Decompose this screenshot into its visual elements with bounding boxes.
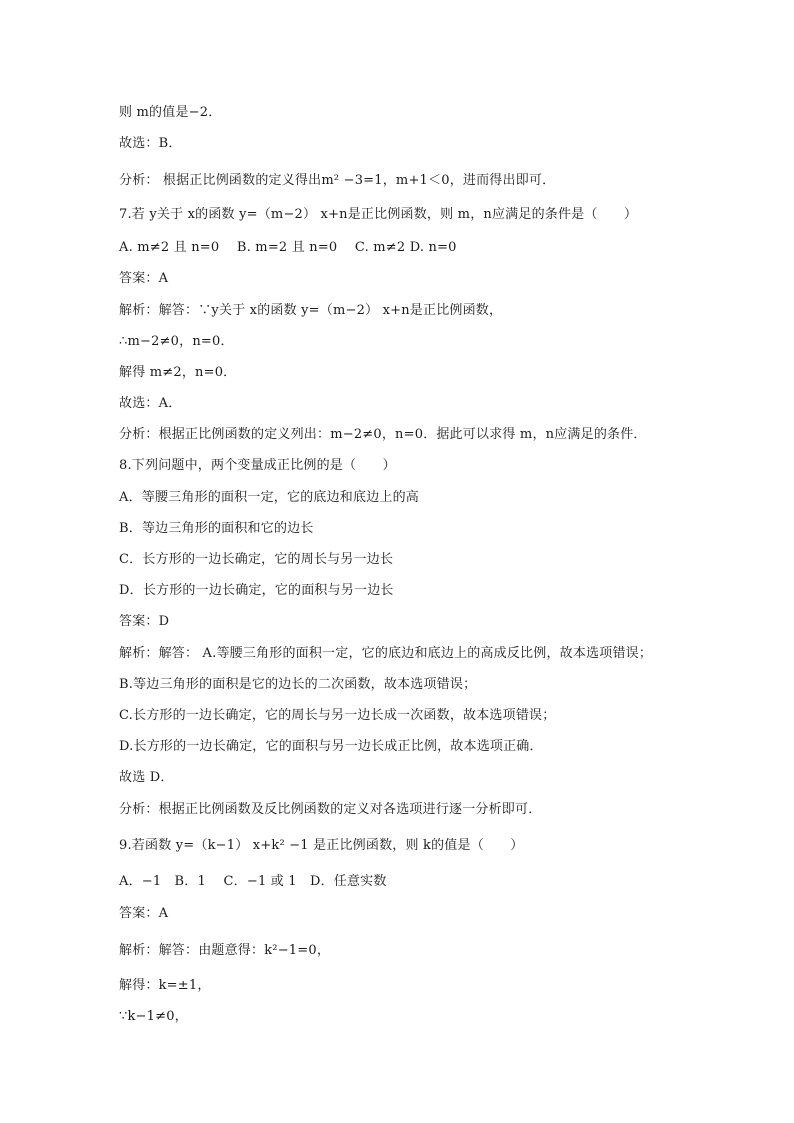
text-line: 解得 m≠2，n=0．	[119, 365, 237, 380]
question-8-option-d: D．长方形的一边长确定，它的面积与另一边长	[119, 583, 394, 598]
text-line: 解析：解答：由题意得：k²−1=0，	[119, 943, 331, 958]
text-line: 故选 D．	[119, 770, 174, 785]
question-7-options: A. m≠2 且 n=0 B. m=2 且 n=0 C. m≠2 D. n=0	[119, 240, 457, 255]
question-9-options: A．−1 B．1 C．−1 或 1 D．任意实数	[119, 874, 387, 889]
question-8-option-b: B．等边三角形的面积和它的边长	[119, 521, 314, 536]
answer-line: 答案：A	[119, 906, 169, 921]
text-line: 则 m的值是−2．	[119, 105, 222, 120]
text-line: 故选：B．	[119, 136, 182, 151]
question-8-option-a: A．等腰三角形的面积一定，它的底边和底边上的高	[119, 490, 419, 505]
question-8-stem: 8.下列问题中，两个变量成正比例的是（ ）	[119, 458, 396, 473]
question-8-option-c: C．长方形的一边长确定，它的周长与另一边长	[119, 552, 394, 567]
text-line: 分析：根据正比例函数的定义列出：m−2≠0，n=0．据此可以求得 m，n应满足的条件．	[119, 427, 647, 442]
text-line: 解得：k=±1，	[119, 978, 211, 993]
text-line: 分析：根据正比例函数及反比例函数的定义对各选项进行逐一分析即可．	[119, 802, 542, 817]
text-line: ∵k−1≠0，	[119, 1009, 188, 1024]
text-line: 解析：解答： A.等腰三角形的面积一定，它的底边和底边上的高成反比例，故本选项错误；	[119, 646, 653, 661]
text-line: B.等边三角形的面积是它的边长的二次函数，故本选项错误；	[119, 677, 477, 692]
answer-line: 答案：A	[119, 271, 169, 286]
text-line: 解析：解答：∵y关于 x的函数 y=（m−2） x+n是正比例函数，	[119, 303, 503, 318]
text-line: 故选：A．	[119, 396, 182, 411]
text-line: ∴m−2≠0，n=0．	[119, 334, 234, 349]
text-line: C.长方形的一边长确定，它的周长与另一边长成一次函数，故本选项错误；	[119, 708, 556, 723]
text-line: D.长方形的一边长确定，它的面积与另一边长成正比例，故本选项正确．	[119, 739, 543, 754]
answer-line: 答案：D	[119, 614, 170, 629]
question-9-stem: 9.若函数 y=（k−1） x+k² −1 是正比例函数，则 k的值是（ ）	[119, 838, 524, 853]
question-7-stem: 7.若 y关于 x的函数 y=（m−2） x+n是正比例函数，则 m，n应满足的条件是（ ）	[119, 207, 638, 222]
text-line: 分析： 根据正比例函数的定义得出m² −3=1，m+1＜0，进而得出即可．	[119, 173, 556, 188]
